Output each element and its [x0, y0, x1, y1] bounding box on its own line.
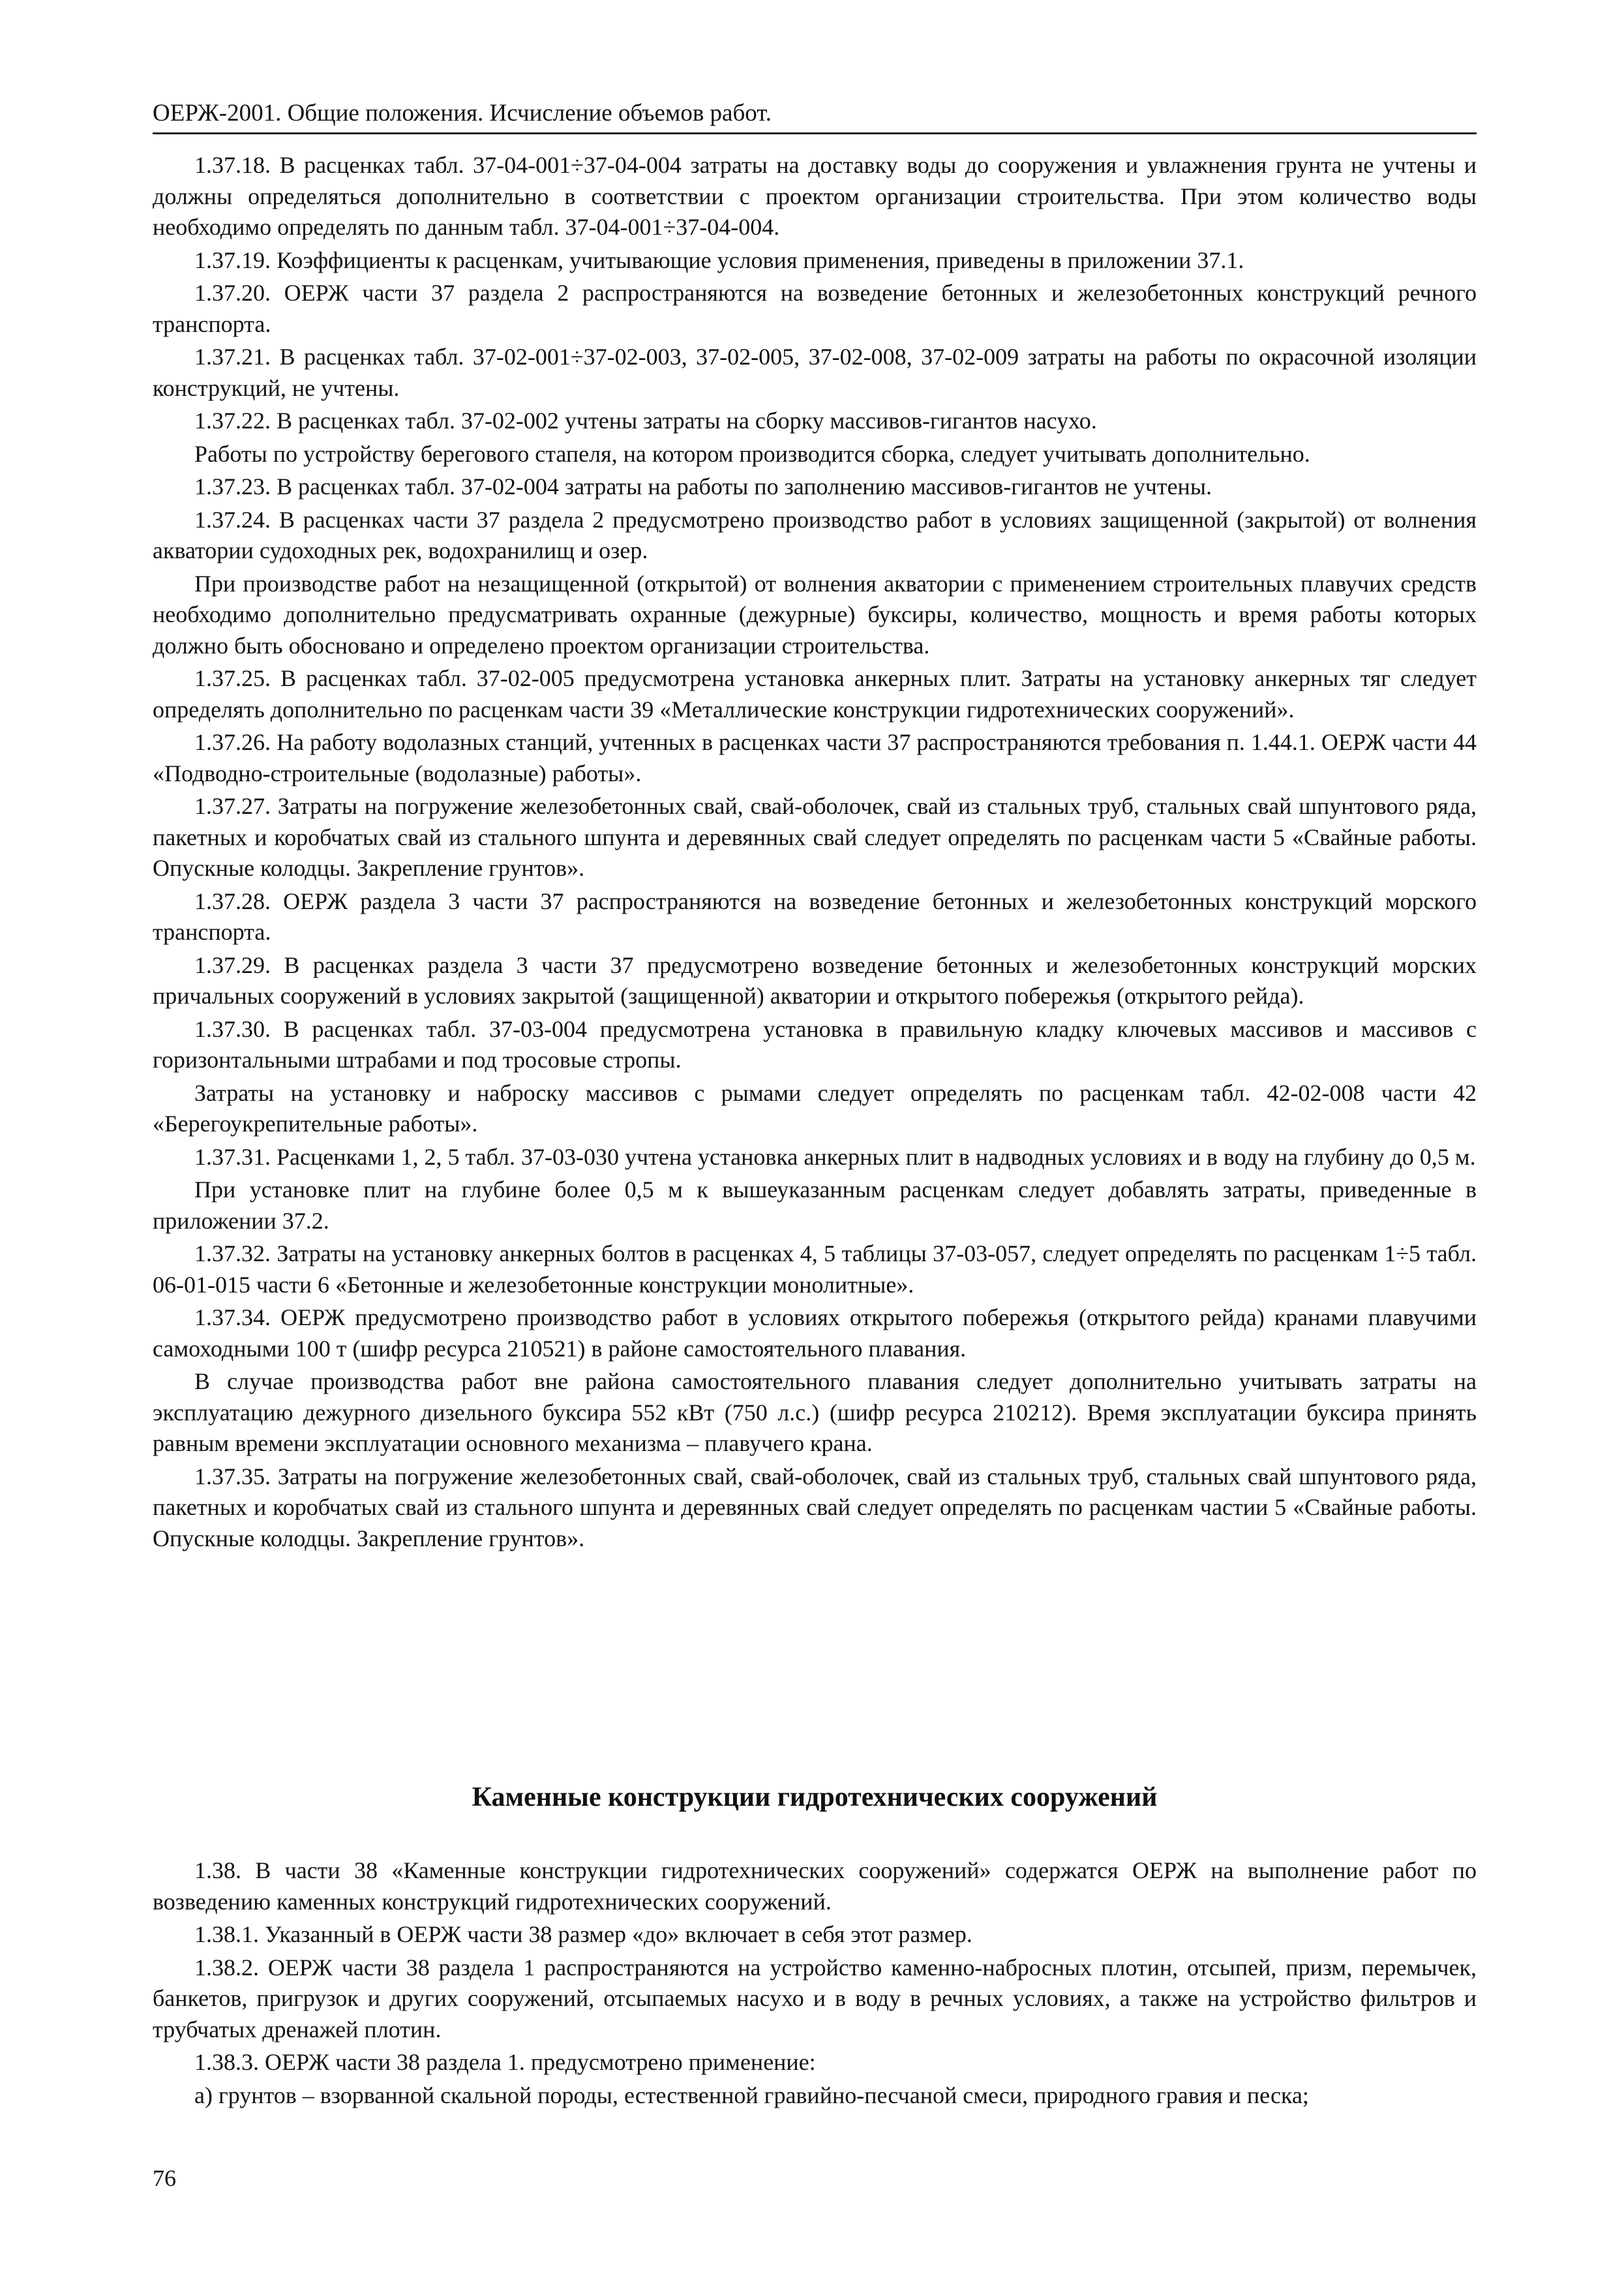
paragraph: 1.37.32. Затраты на установку анкерных болтов в расценках 4, 5 таблицы 37-03-057, следует определять по расценкам 1÷5 табл. 06-01-015 части 6 «Бетонные и железобетонные конструкции монолитные». — [153, 1240, 1477, 1298]
paragraph: 1.38.3. ОЕРЖ части 38 раздела 1. предусмотрено применение: — [194, 2049, 816, 2075]
paragraph: 1.37.35. Затраты на погружение железобетонных свай, свай-оболочек, свай из стальных труб, стальных свай шпунтового ряда, пакетных и коробчатых свай из стального шпунта и деревянных свай следует определять по расценкам частии 5 «Свайные работы. Опускные колодцы. Закрепление грунтов». — [153, 1463, 1477, 1551]
section-heading: Каменные конструкции гидротехнических сооружений — [472, 1782, 1158, 1812]
paragraph: 1.37.23. В расценках табл. 37-02-004 затраты на работы по заполнению массивов-гигантов не учтены. — [194, 473, 1212, 500]
paragraph: 1.37.20. ОЕРЖ части 37 раздела 2 распространяются на возведение бетонных и железобетонных конструкций речного транспорта. — [153, 280, 1477, 337]
paragraph: а) грунтов – взорванной скальной породы, естественной гравийно-песчаной смеси, природного гравия и песка; — [194, 2082, 1309, 2108]
paragraph: Работы по устройству берегового стапеля, на котором производится сборка, следует учитывать дополнительно. — [194, 440, 1310, 467]
paragraph: В случае производства работ вне района самостоятельного плавания следует дополнительно учитывать затраты на эксплуатацию дежурного дизельного буксира 552 кВт (750 л.с.) (шифр ресурса 210212). Время эксплуатации буксира принять равным времени эксплуатации основного механизма – плавучего крана. — [153, 1368, 1477, 1456]
paragraph: 1.37.22. В расценках табл. 37-02-002 учтены затраты на сборку массивов-гигантов насухо. — [194, 408, 1097, 434]
paragraph: 1.37.27. Затраты на погружение железобетонных свай, свай-оболочек, свай из стальных труб, стальных свай шпунтового ряда, пакетных и коробчатых свай из стального шпунта и деревянных свай следует определять по расценкам части 5 «Свайные работы. Опускные колодцы. Закрепление грунтов». — [153, 793, 1477, 881]
header-rule — [153, 132, 1477, 134]
paragraph: 1.38.1. Указанный в ОЕРЖ части 38 размер «до» включает в себя этот размер. — [194, 1921, 972, 1947]
paragraph: 1.38. В части 38 «Каменные конструкции гидротехнических сооружений» содержатся ОЕРЖ на выполнение работ по возведению каменных конструкций гидротехнических сооружений. — [153, 1857, 1477, 1915]
paragraph: При установке плит на глубине более 0,5 м к вышеуказанным расценкам следует добавлять затраты, приведенные в приложении 37.2. — [153, 1176, 1477, 1234]
paragraph: 1.38.2. ОЕРЖ части 38 раздела 1 распространяются на устройство каменно-набросных плотин, отсыпей, призм, перемычек, банкетов, пригрузок и других сооружений, отсыпаемых насухо и в воду в речных условиях, а также на устройство фильтров и трубчатых дренажей плотин. — [153, 1954, 1477, 2042]
paragraph: 1.37.18. В расценках табл. 37-04-001÷37-04-004 затраты на доставку воды до сооружения и увлажнения грунта не учтены и должны определяться дополнительно в соответствии с проектом организации строительства. При этом количество воды необходимо определять по данным табл. 37-04-001÷37-04-004. — [153, 152, 1477, 240]
paragraph: При производстве работ на незащищенной (открытой) от волнения акватории с применением строительных плавучих средств необходимо дополнительно предусматривать охранные (дежурные) буксиры, количество, мощность и время работы которых должно быть обосновано и определено проектом организации строительства. — [153, 570, 1477, 659]
running-header: ОЕРЖ-2001. Общие положения. Исчисление объемов работ. — [153, 100, 772, 127]
paragraph: 1.37.26. На работу водолазных станций, учтенных в расценках части 37 распространяются требования п. 1.44.1. ОЕРЖ части 44 «Подводно-строительные (водолазные) работы». — [153, 729, 1477, 786]
paragraph: 1.37.30. В расценках табл. 37-03-004 предусмотрена установка в правильную кладку ключевых массивов и массивов с горизонтальными штрабами и под тросовые стропы. — [153, 1015, 1477, 1073]
paragraph: 1.37.28. ОЕРЖ раздела 3 части 37 распространяются на возведение бетонных и железобетонных конструкций морского транспорта. — [153, 888, 1477, 945]
paragraph: 1.37.25. В расценках табл. 37-02-005 предусмотрена установка анкерных плит. Затраты на установку анкерных тяг следует определять дополнительно по расценкам части 39 «Металлические конструкции гидротехнических сооружений». — [153, 665, 1477, 723]
paragraph: 1.37.21. В расценках табл. 37-02-001÷37-02-003, 37-02-005, 37-02-008, 37-02-009 затраты на работы по окрасочной изоляции конструкций, не учтены. — [153, 344, 1477, 401]
body-text-part-38 — [153, 1855, 1477, 2113]
paragraph: 1.37.29. В расценках раздела 3 части 37 предусмотрено возведение бетонных и железобетонных конструкций морских причальных сооружений в условиях закрытой (защищенной) акватории и открытого побережья (открытого рейда). — [153, 951, 1477, 1009]
paragraph: 1.37.19. Коэффициенты к расценкам, учитывающие условия применения, приведены в приложении 37.1. — [194, 247, 1244, 273]
body-text-part-37 — [153, 150, 1477, 1556]
paragraph: 1.37.24. В расценках части 37 раздела 2 предусмотрено производство работ в условиях защищенной (закрытой) от волнения акватории судоходных рек, водохранилищ и озер. — [153, 506, 1477, 563]
paragraph: Затраты на установку и наброску массивов с рымами следует определять по расценкам табл. 42-02-008 части 42 «Берегоукрепительные работы». — [153, 1079, 1477, 1137]
paragraph: 1.37.31. Расценками 1, 2, 5 табл. 37-03-030 учтена установка анкерных плит в надводных условиях и в воду на глубину до 0,5 м. — [194, 1143, 1476, 1170]
page-number: 76 — [153, 2165, 176, 2191]
paragraph: 1.37.34. ОЕРЖ предусмотрено производство работ в условиях открытого побережья (открытого рейда) кранами плавучими самоходными 100 т (шифр ресурса 210521) в районе самостоятельного плавания. — [153, 1304, 1477, 1362]
